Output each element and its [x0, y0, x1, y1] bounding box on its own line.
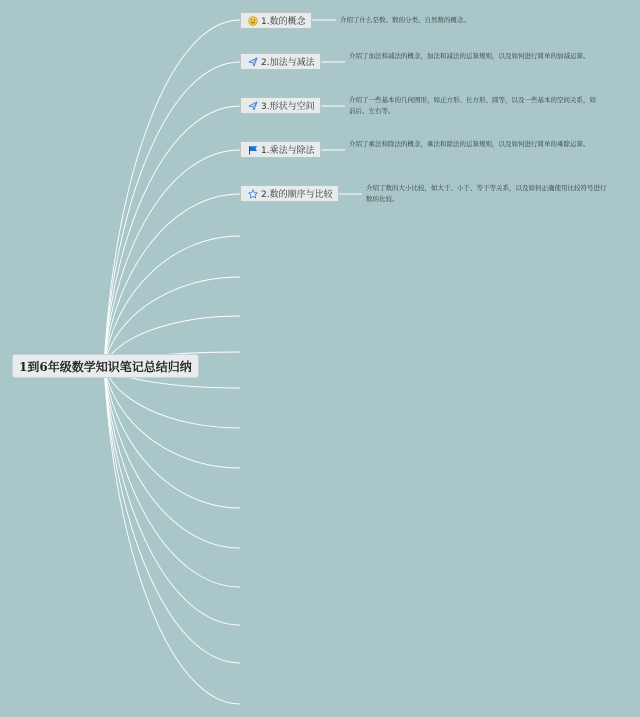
connector-line-empty-branch [104, 236, 240, 366]
connector-line-topic-4 [104, 150, 240, 366]
topic-description: 介绍了一些基本的几何图形，如正方形、长方形、圆等，以及一些基本的空间关系，如前后、左右等。 [349, 96, 596, 115]
topic-label: 2.加法与减法 [261, 58, 315, 68]
connector-line-empty-branch [104, 366, 240, 625]
topic-label: 2.数的顺序与比较 [261, 190, 333, 200]
connector-line-topic-3 [104, 106, 240, 366]
topic-label: 1.乘法与除法 [261, 146, 315, 156]
connector-line-empty-branch [104, 366, 240, 468]
connector-line-topic-2 [104, 62, 240, 366]
topic-order-comparison[interactable] [240, 185, 339, 202]
topic-addition-subtraction[interactable] [240, 53, 321, 70]
connector-line-topic-1 [104, 20, 240, 366]
topic-description: 介绍了加法和减法的概念，加法和减法的运算规则，以及如何进行简单的加减运算。 [349, 52, 590, 60]
topic-multiplication-division[interactable] [240, 141, 321, 158]
topic-label: 1.数的概念 [261, 17, 306, 27]
topic-description: 介绍了什么是数、数的分类、自然数的概念。 [340, 16, 470, 24]
central-topic[interactable]: 1到6年级数学知识笔记总结归纳 [12, 354, 199, 378]
star-icon [248, 189, 258, 199]
send-icon [248, 101, 258, 111]
topic-number-concept[interactable] [240, 12, 312, 29]
connector-line-topic-5 [104, 194, 240, 366]
connector-line-empty-branch [104, 277, 240, 366]
topic-description: 介绍了数的大小比较，如大于、小于、等于等关系，以及如何正确使用比较符号进行数的比较。 [366, 184, 607, 203]
connector-line-empty-branch [104, 366, 240, 704]
smiley-icon [248, 16, 258, 26]
connector-line-empty-branch [104, 366, 240, 587]
topic-description: 介绍了乘法和除法的概念，乘法和除法的运算规则，以及如何进行简单的乘除运算。 [349, 140, 590, 148]
connector-line-empty-branch [104, 366, 240, 663]
topic-label: 3.形状与空间 [261, 102, 315, 112]
topic-shape-space[interactable] [240, 97, 321, 114]
flag-icon [248, 145, 258, 155]
send-icon [248, 57, 258, 67]
